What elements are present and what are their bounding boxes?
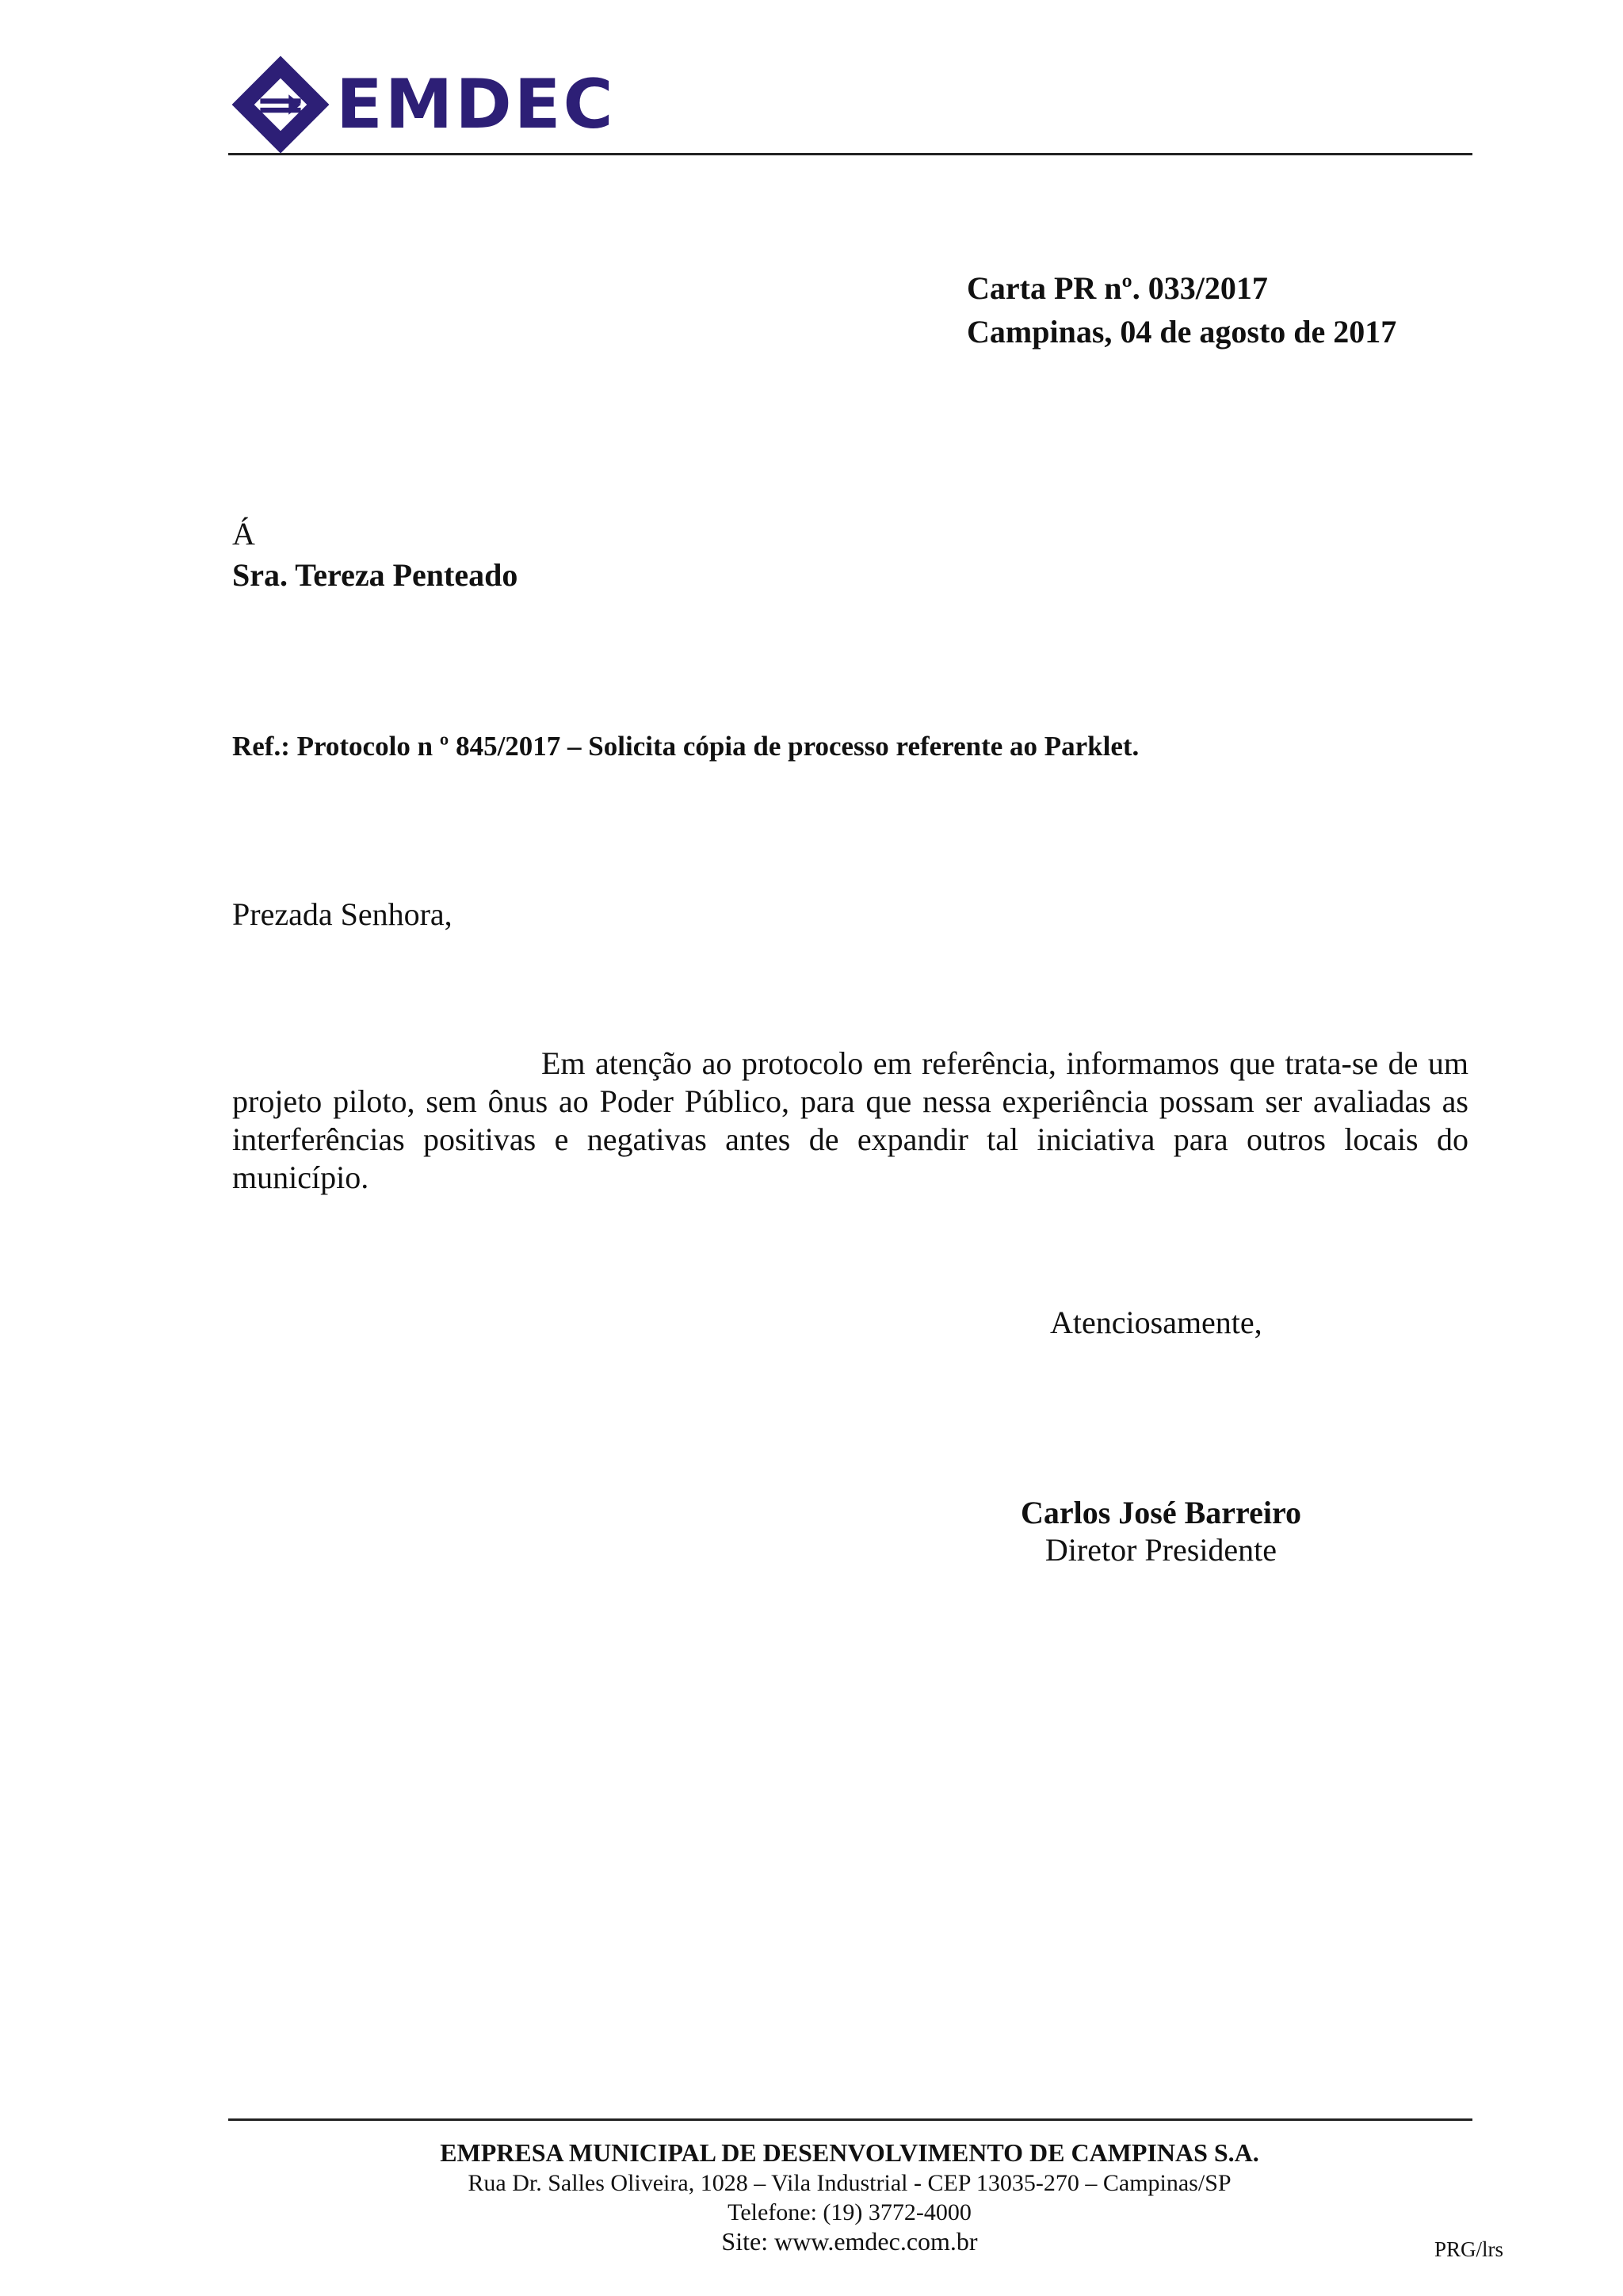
recipient-name: Sra. Tereza Penteado — [232, 557, 518, 593]
greeting: Prezada Senhora, — [232, 896, 453, 932]
emdec-diamond-icon — [230, 54, 331, 155]
reference-line: Ref.: Protocolo n º 845/2017 – Solicita cópia de processo referente ao Parklet. — [232, 731, 1140, 762]
letter-number: Carta PR nº. 033/2017 — [967, 270, 1268, 306]
footer-site: Site: www.emdec.com.br — [721, 2227, 978, 2256]
footer-divider — [228, 2118, 1472, 2121]
header-divider — [228, 153, 1472, 155]
signer-title: Diretor Presidente — [1044, 1532, 1277, 1568]
footer-company: EMPRESA MUNICIPAL DE DESENVOLVIMENTO DE CAMPINAS S.A. — [440, 2138, 1259, 2167]
typist-initials: PRG/lrs — [1434, 2237, 1504, 2261]
recipient-prefix: Á — [232, 516, 255, 552]
footer-address: Rua Dr. Salles Oliveira, 1028 – Vila Industrial - CEP 13035-270 – Campinas/SP — [468, 2170, 1232, 2196]
signer-name: Carlos José Barreiro — [1020, 1495, 1301, 1530]
closing: Atenciosamente, — [1050, 1305, 1262, 1340]
logo-wordmark: EMDEC — [336, 65, 616, 144]
footer-phone: Telefone: (19) 3772-4000 — [727, 2199, 972, 2225]
letter-date: Campinas, 04 de agosto de 2017 — [967, 314, 1397, 350]
body-paragraph: Em atenção ao protocolo em referência, informamos que trata-se de um projeto piloto, sem ônus ao Poder Público, para que nessa experiência possam ser avaliadas as interferências positivas e negativas antes de expandir tal iniciativa para outros locais do município. — [232, 1045, 1468, 1195]
emdec-logo — [230, 54, 616, 155]
